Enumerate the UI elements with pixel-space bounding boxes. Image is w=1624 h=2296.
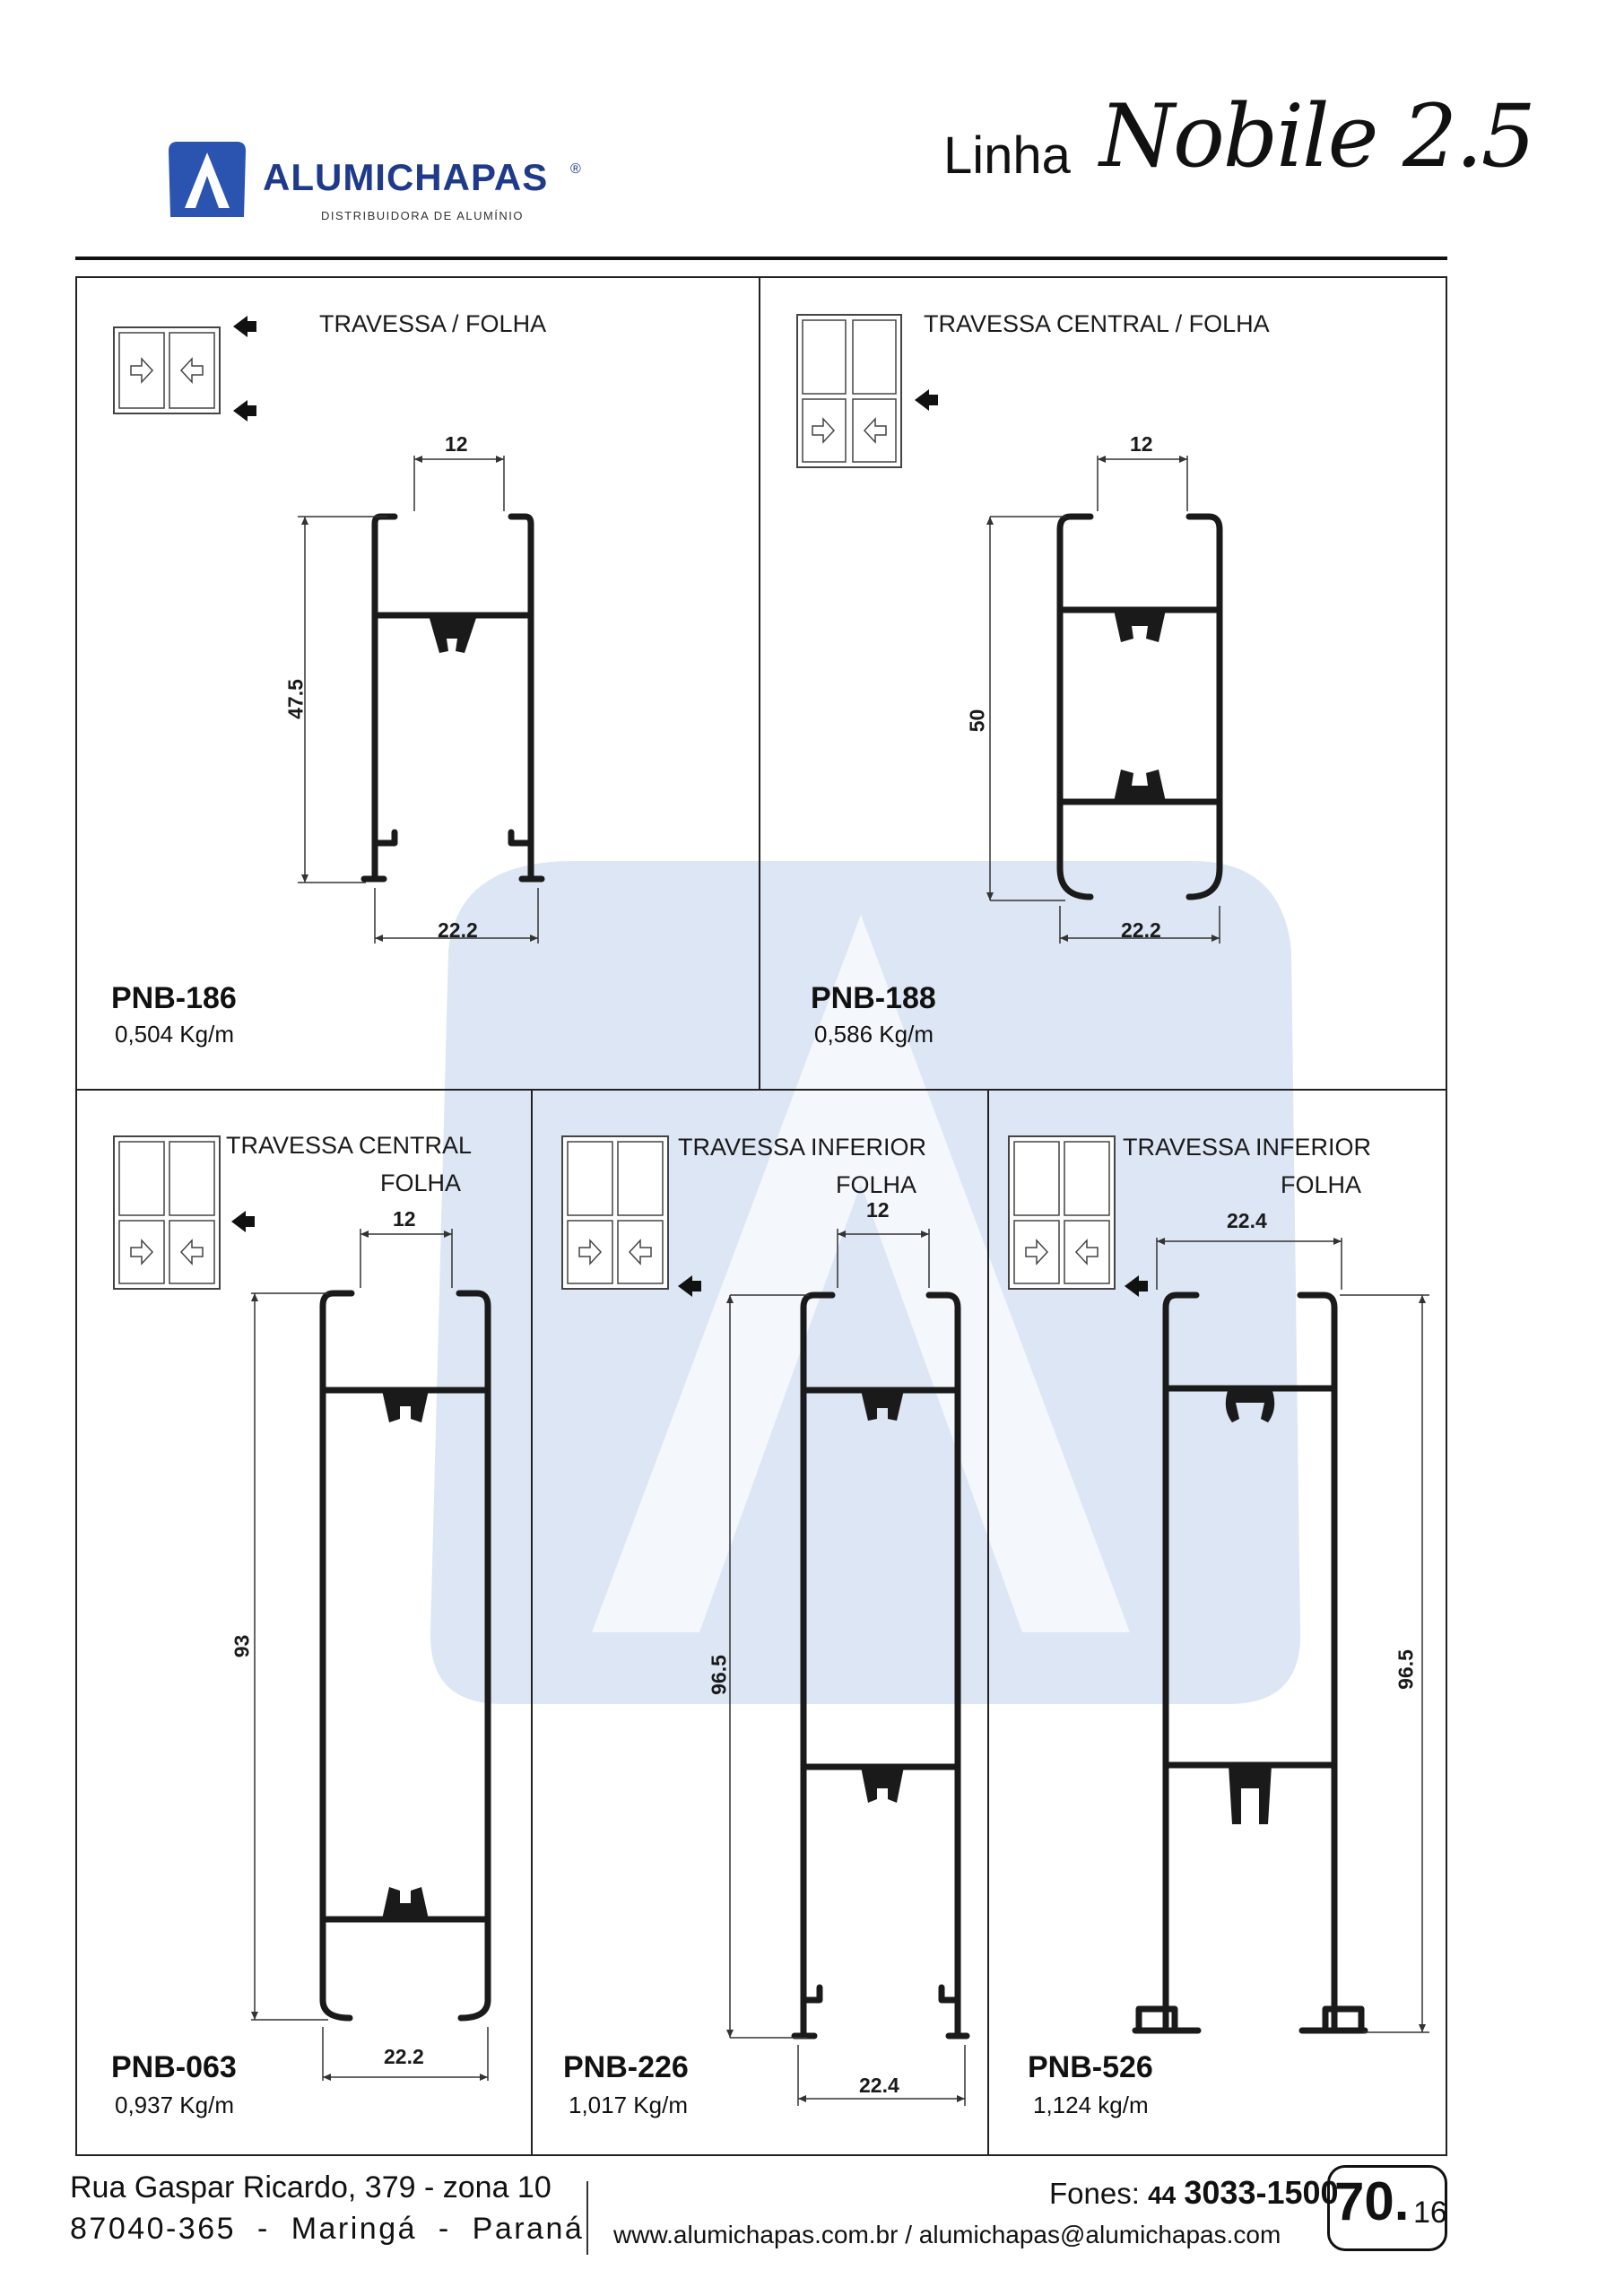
panel-title: TRAVESSA CENTRAL / FOLHA	[924, 310, 1270, 337]
window-diagram-icon	[113, 1135, 221, 1290]
page-number: 70.	[1334, 2171, 1410, 2231]
dim-width: 22.2	[384, 2045, 424, 2068]
profile-drawing-pnb-226	[717, 1211, 986, 2117]
dim-height: 47.5	[283, 679, 308, 719]
address-line-2: 87040-365 - Maringá - Paraná	[70, 2212, 585, 2246]
footer-separator	[586, 2181, 588, 2255]
profile-drawing-pnb-186	[269, 439, 592, 951]
profile-drawing-pnb-188	[965, 439, 1270, 951]
panel-title: FOLHA	[1281, 1171, 1362, 1198]
profile-code: PNB-186	[111, 981, 237, 1015]
panel-title: TRAVESSA CENTRAL	[226, 1132, 473, 1159]
dim-height: 96.5	[707, 1655, 731, 1695]
header-rule	[75, 257, 1447, 260]
pointer-arrow-icon	[915, 389, 938, 411]
panel-title: TRAVESSA INFERIOR	[678, 1134, 927, 1161]
linha-label: Linha	[943, 126, 1071, 185]
dim-width: 22.4	[859, 2074, 899, 2097]
pointer-arrow-icon	[678, 1275, 701, 1297]
series-name: Nobile 2.5	[1099, 86, 1534, 187]
alumichapas-logo-icon	[167, 140, 248, 219]
dim-height: 96.5	[1394, 1649, 1418, 1690]
dim-top: 12	[1130, 432, 1153, 456]
page-subnumber: 16	[1413, 2196, 1447, 2230]
panel-title: FOLHA	[836, 1171, 917, 1198]
divider-top	[759, 276, 760, 1089]
phone-area: 44	[1148, 2181, 1177, 2209]
dim-top: 12	[445, 432, 468, 456]
phone-line	[1049, 2174, 1339, 2212]
dim-top: 22.4	[1227, 1209, 1267, 1232]
panel-title: TRAVESSA / FOLHA	[319, 310, 547, 337]
brand-registered: ®	[570, 161, 581, 177]
profile-code: PNB-526	[1028, 2050, 1153, 2084]
profile-code: PNB-063	[111, 2050, 237, 2084]
dim-top: 12	[393, 1207, 416, 1231]
phone-number: 3033-1500	[1184, 2174, 1339, 2211]
web-contact: www.alumichapas.com.br / alumichapas@alumichapas.com	[613, 2221, 1281, 2248]
brand-name: ALUMICHAPAS	[263, 156, 549, 198]
profile-weight: 1,017 Kg/m	[569, 2092, 688, 2118]
window-diagram-icon	[113, 326, 221, 414]
pointer-arrow-icon	[233, 316, 256, 337]
brand-tagline: DISTRIBUIDORA DE ALUMÍNIO	[321, 209, 525, 222]
dim-height: 50	[965, 709, 989, 733]
profile-weight: 0,504 Kg/m	[115, 1021, 234, 1048]
profile-code: PNB-226	[563, 2050, 689, 2084]
profile-weight: 0,937 Kg/m	[115, 2092, 234, 2118]
panel-title: TRAVESSA INFERIOR	[1123, 1134, 1372, 1161]
panel-title: FOLHA	[380, 1170, 462, 1196]
dim-height: 93	[230, 1634, 254, 1658]
dim-width: 22.2	[1121, 918, 1161, 942]
profile-weight: 0,586 Kg/m	[814, 1021, 934, 1048]
window-diagram-icon	[561, 1135, 669, 1290]
window-diagram-icon	[796, 314, 902, 468]
divider-bottom-2	[987, 1089, 989, 2156]
profile-drawing-pnb-063	[233, 1211, 520, 2099]
profile-code: PNB-188	[811, 981, 936, 1015]
window-diagram-icon	[1008, 1135, 1116, 1290]
pointer-arrow-icon	[233, 400, 256, 422]
dim-top: 12	[866, 1198, 890, 1222]
dim-width: 22.2	[438, 918, 478, 942]
phone-label: Fones:	[1049, 2177, 1140, 2210]
address-line-1: Rua Gaspar Ricardo, 379 - zona 10	[70, 2170, 551, 2205]
divider-bottom-1	[531, 1089, 533, 2156]
profile-weight: 1,124 kg/m	[1033, 2092, 1149, 2118]
divider-middle	[75, 1089, 1447, 1091]
